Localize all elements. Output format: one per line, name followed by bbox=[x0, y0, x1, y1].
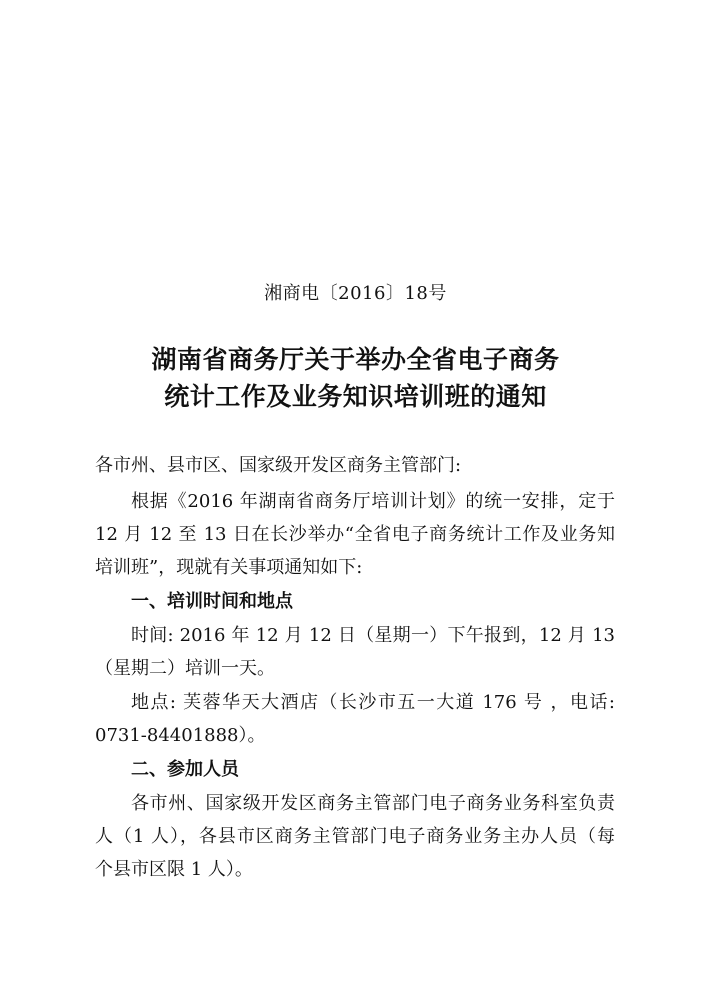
addressee: 各市州、县市区、国家级开发区商务主管部门: bbox=[95, 455, 462, 476]
intro-line-2: 12 月 12 至 13 日在长沙举办“全省电子商务统计工作及业务知 bbox=[95, 524, 615, 545]
time-line-2: （星期二）培训一天。 bbox=[95, 658, 275, 679]
place-line-1: 地点: 芙蓉华天大酒店（长沙市五一大道 176 号 ，电话: bbox=[131, 692, 615, 713]
participants-line-2: 人（1 人），各县市区商务主管部门电子商务业务主办人员（每 bbox=[95, 826, 615, 847]
section-1-heading: 一、培训时间和地点 bbox=[131, 591, 293, 612]
place-line-2: 0731-84401888）。 bbox=[95, 725, 266, 746]
document-title-line-2: 统计工作及业务知识培训班的通知 bbox=[164, 382, 547, 411]
time-line-1: 时间: 2016 年 12 月 12 日（星期一）下午报到，12 月 13 bbox=[131, 625, 615, 646]
document-number: 湘商电〔2016〕18号 bbox=[264, 283, 447, 304]
participants-line-1: 各市州、国家级开发区商务主管部门电子商务业务科室负责 bbox=[131, 793, 615, 814]
participants-line-3: 个县市区限 1 人）。 bbox=[95, 859, 253, 880]
intro-line-1: 根据《2016 年湖南省商务厅培训计划》的统一安排，定于 bbox=[131, 491, 615, 512]
document-title-line-1: 湖南省商务厅关于举办全省电子商务 bbox=[151, 345, 560, 374]
intro-line-3: 培训班”，现就有关事项通知如下: bbox=[95, 557, 363, 578]
section-2-heading: 二、参加人员 bbox=[131, 759, 239, 780]
